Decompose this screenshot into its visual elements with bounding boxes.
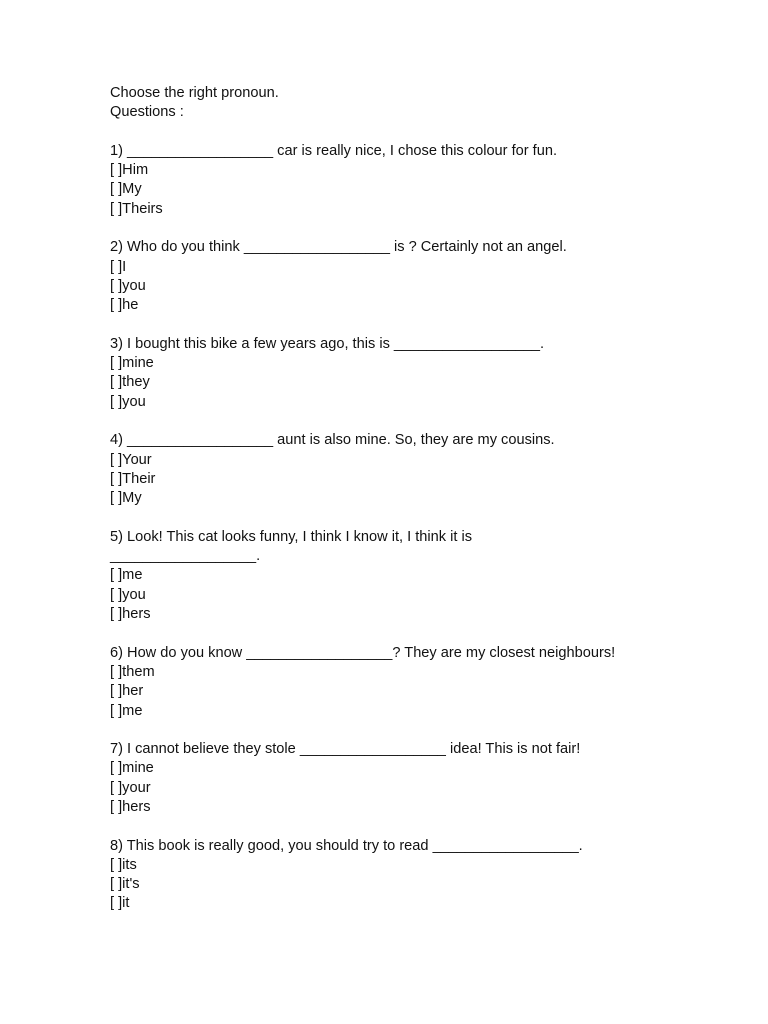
answer-option[interactable] [110, 161, 730, 180]
answer-label: Your [122, 451, 152, 468]
answer-checkbox[interactable]: [ ] [110, 393, 123, 410]
answer-label: Theirs [122, 200, 163, 217]
answer-option[interactable] [110, 296, 730, 315]
answer-option[interactable] [110, 258, 730, 277]
answer-checkbox[interactable]: [ ] [110, 181, 123, 198]
answer-option[interactable] [110, 277, 730, 296]
answer-checkbox[interactable]: [ ] [110, 606, 123, 623]
question-block [110, 837, 730, 914]
answer-checkbox[interactable]: [ ] [110, 760, 123, 777]
answer-label: hers [122, 798, 151, 815]
worksheet-intro [110, 84, 730, 123]
question-block [110, 644, 730, 721]
question-block [110, 431, 730, 508]
answer-label: me [122, 702, 143, 719]
question-text: 6) How do you know __________________? They are my closest neighbours! [110, 644, 616, 661]
answer-option[interactable] [110, 489, 730, 508]
answer-checkbox[interactable]: [ ] [110, 586, 123, 603]
answer-label: he [122, 297, 139, 314]
answer-option[interactable] [110, 682, 730, 701]
answer-option[interactable] [110, 393, 730, 412]
answer-option[interactable] [110, 451, 730, 470]
question-text: 5) Look! This cat looks funny, I think I know it, I think it is [110, 528, 473, 545]
answer-label: you [122, 393, 146, 410]
question-text: 7) I cannot believe they stole __________________ idea! This is not fair! [110, 741, 581, 758]
answer-option[interactable] [110, 200, 730, 219]
answer-option[interactable] [110, 354, 730, 373]
answer-label: they [122, 374, 150, 391]
answer-checkbox[interactable]: [ ] [110, 277, 123, 294]
answer-option[interactable] [110, 779, 730, 798]
answer-label: you [122, 586, 146, 603]
answer-label: you [122, 277, 146, 294]
question-text: 8) This book is really good, you should try to read __________________. [110, 837, 583, 854]
answer-label: it [122, 895, 130, 912]
answer-label: My [122, 490, 142, 507]
answer-label: hers [122, 606, 151, 623]
question-text: 3) I bought this bike a few years ago, this is __________________. [110, 335, 545, 352]
answer-checkbox[interactable]: [ ] [110, 798, 123, 815]
question-text: __________________. [110, 548, 261, 565]
answer-label: Their [122, 470, 156, 487]
question-block [110, 335, 730, 412]
question-text: 4) __________________ aunt is also mine. So, they are my cousins. [110, 432, 555, 449]
answer-label: its [122, 856, 137, 873]
answer-checkbox[interactable]: [ ] [110, 297, 123, 314]
answer-label: your [122, 779, 151, 796]
question-block [110, 142, 730, 219]
answer-label: My [122, 181, 142, 198]
answer-checkbox[interactable]: [ ] [110, 876, 123, 893]
answer-option[interactable] [110, 798, 730, 817]
answer-option[interactable] [110, 663, 730, 682]
answer-option[interactable] [110, 586, 730, 605]
answer-option[interactable] [110, 470, 730, 489]
instruction-text: Choose the right pronoun. [110, 85, 279, 101]
answer-checkbox[interactable]: [ ] [110, 258, 123, 275]
answer-option[interactable] [110, 894, 730, 913]
question-block [110, 238, 730, 315]
answer-label: her [122, 683, 144, 700]
answer-label: mine [122, 355, 154, 372]
answer-option[interactable] [110, 566, 730, 585]
answer-checkbox[interactable]: [ ] [110, 779, 123, 796]
answer-checkbox[interactable]: [ ] [110, 856, 123, 873]
question-block [110, 528, 730, 624]
answer-checkbox[interactable]: [ ] [110, 567, 123, 584]
answer-checkbox[interactable]: [ ] [110, 663, 123, 680]
answer-label: Him [122, 162, 149, 179]
answer-checkbox[interactable]: [ ] [110, 451, 123, 468]
answer-checkbox[interactable]: [ ] [110, 355, 123, 372]
answer-label: mine [122, 760, 154, 777]
answer-label: me [122, 567, 143, 584]
answer-checkbox[interactable]: [ ] [110, 490, 123, 507]
answer-checkbox[interactable]: [ ] [110, 162, 123, 179]
answer-label: them [122, 663, 155, 680]
answer-option[interactable] [110, 605, 730, 624]
answer-option[interactable] [110, 702, 730, 721]
answer-option[interactable] [110, 856, 730, 875]
question-text: 2) Who do you think __________________ is ? Certainly not an angel. [110, 239, 567, 256]
question-list [110, 142, 730, 914]
answer-checkbox[interactable]: [ ] [110, 200, 123, 217]
answer-checkbox[interactable]: [ ] [110, 470, 123, 487]
answer-label: it's [122, 876, 140, 893]
worksheet-page [110, 84, 730, 933]
answer-checkbox[interactable]: [ ] [110, 895, 123, 912]
answer-checkbox[interactable]: [ ] [110, 683, 123, 700]
answer-option[interactable] [110, 875, 730, 894]
answer-option[interactable] [110, 373, 730, 392]
questions-heading: Questions : [110, 104, 184, 121]
answer-option[interactable] [110, 180, 730, 199]
answer-option[interactable] [110, 759, 730, 778]
question-block [110, 740, 730, 817]
answer-label: I [122, 258, 127, 275]
answer-checkbox[interactable]: [ ] [110, 374, 123, 391]
question-text: 1) __________________ car is really nice, I chose this colour for fun. [110, 142, 558, 159]
answer-checkbox[interactable]: [ ] [110, 702, 123, 719]
